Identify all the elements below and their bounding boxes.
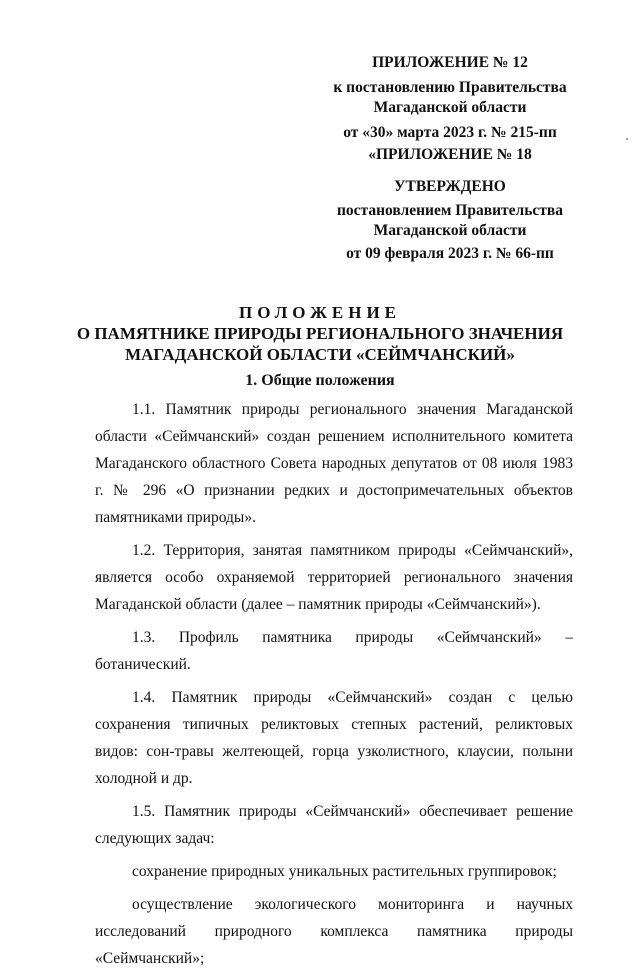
section-body — [95, 396, 573, 972]
header-amendment — [300, 53, 600, 143]
header-approved-line: Магаданской области — [373, 222, 527, 239]
paragraph-1-4: 1.4. Памятник природы «Сеймчанский» создан с целью сохранения типичных реликтовых степных растений, реликтовых видов: сон-травы желтеющей, горца узколистного, клаусии, полыни холодной и др. — [95, 689, 573, 787]
paragraph-1-1: 1.1. Памятник природы регионального значения Магаданской области «Сеймчанский» создан решением исполнительного комитета Магаданского областного Совета народных депутатов от 08 июля 1983 г. № 296 «О признании редких и достопримечательных объектов памятниками природы». — [95, 401, 573, 526]
header-approved-line: постановлением Правительства — [336, 202, 564, 219]
document-title — [60, 302, 580, 365]
section-heading: 1. Общие положения — [245, 372, 395, 389]
paragraph-1-2: 1.2. Территория, занятая памятником природы «Сеймчанский», является особо охраняемой территорией регионального значения Магаданской области (далее – памятник природы «Сеймчанский»). — [95, 542, 573, 613]
list-item-task: сохранение природных уникальных растительных группировок; — [132, 863, 557, 880]
header-amendment-line: Магаданской области — [373, 99, 527, 116]
paragraph-1-3: 1.3. Профиль памятника природы «Сеймчанский» – ботанический. — [95, 629, 573, 673]
list-item-task: осуществление экологического мониторинга и научных исследований природного комплекса памятника природы «Сеймчанский»; — [95, 896, 573, 967]
header-amendment-line: к постановлению Правительства — [333, 79, 567, 96]
scan-speck — [626, 138, 628, 140]
document-title-line: О ПАМЯТНИКЕ ПРИРОДЫ РЕГИОНАЛЬНОГО ЗНАЧЕНИЯ — [76, 324, 564, 343]
header-approved-date: от 09 февраля 2023 г. № 66-пп — [346, 245, 554, 262]
header-amendment-date: от «30» марта 2023 г. № 215-пп — [343, 124, 557, 141]
document-title-line: МАГАДАНСКОЙ ОБЛАСТИ «СЕЙМЧАНСКИЙ» — [125, 345, 515, 364]
document-title-main: ПОЛОЖЕНИЕ — [239, 303, 401, 322]
header-approved-appendix: «ПРИЛОЖЕНИЕ № 18 — [368, 146, 532, 163]
paragraph-1-5: 1.5. Памятник природы «Сеймчанский» обеспечивает решение следующих задач: — [95, 803, 573, 847]
header-approved — [300, 145, 600, 264]
header-amendment-title: ПРИЛОЖЕНИЕ № 12 — [372, 54, 528, 71]
header-approved-title: УТВЕРЖДЕНО — [394, 178, 506, 195]
